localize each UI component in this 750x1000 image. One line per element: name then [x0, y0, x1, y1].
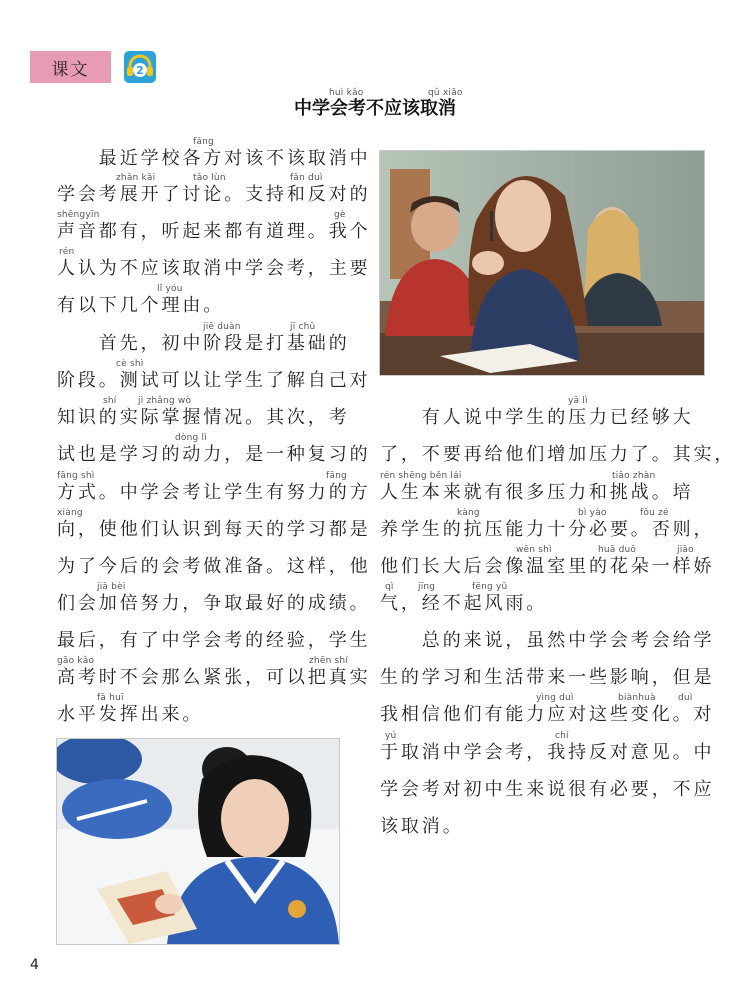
pinyin-annotation: fāng — [193, 137, 214, 147]
paragraph-line: 学会考展开了讨论。支持和反对的 — [57, 184, 371, 205]
pinyin-annotation: fāng shì — [57, 471, 95, 481]
pinyin-annotation: zhēn shí — [309, 656, 349, 666]
title-pinyin: huì kǎo — [329, 88, 364, 98]
pinyin-annotation: biànhuà — [618, 693, 656, 703]
title-pinyin: qǔ xiāo — [428, 88, 463, 98]
pinyin-annotation: yā lì — [568, 396, 588, 406]
pinyin-annotation: jiā bèi — [97, 582, 126, 592]
pinyin-annotation: huā duǒ — [598, 545, 637, 555]
paragraph-line: 最后，有了中学会考的经验，学生 — [57, 630, 371, 651]
pinyin-annotation: yú — [385, 731, 397, 741]
pinyin-annotation: fāng — [326, 471, 347, 481]
pinyin-annotation: kàng — [457, 508, 480, 518]
page-title: 中学会考不应该取消 — [294, 98, 456, 119]
pinyin-annotation: shēngyīn — [57, 210, 100, 220]
pinyin-annotation: fēng yǔ — [472, 582, 508, 592]
paragraph-line: 向，使他们认识到每天的学习都是 — [57, 519, 371, 540]
paragraph-line: 人认为不应该取消中学会考，主要 — [57, 258, 371, 279]
pinyin-annotation: rén — [59, 247, 75, 257]
paragraph-line: 有人说中学生的压力已经够大 — [380, 407, 694, 428]
page-number: 4 — [30, 957, 39, 973]
pinyin-annotation: bì yào — [578, 508, 607, 518]
pinyin-annotation: duì — [678, 693, 693, 703]
paragraph-line: 高考时不会那么紧张，可以把真实 — [57, 667, 371, 688]
paragraph-line: 该取消。 — [380, 816, 464, 837]
audio-track-badge[interactable] — [124, 51, 156, 83]
pinyin-annotation: fǎn duì — [290, 173, 323, 183]
paragraph-line: 们会加倍努力，争取最好的成绩。 — [57, 593, 371, 614]
pinyin-annotation: tǎo lùn — [193, 173, 226, 183]
pinyin-annotation: cè shì — [116, 359, 144, 369]
pinyin-annotation: wēn shì — [516, 545, 552, 555]
pinyin-annotation: jiē duàn — [203, 322, 241, 332]
paragraph-line: 我相信他们有能力应对这些变化。对 — [380, 704, 715, 725]
pinyin-annotation: gè — [334, 210, 346, 220]
paragraph-line: 人生本来就有很多压力和挑战。培 — [380, 482, 694, 503]
paragraph-line: 气，经不起风雨。 — [380, 593, 548, 614]
paragraph-line: 总的来说，虽然中学会考会给学 — [380, 630, 715, 651]
pinyin-annotation: fǒu zé — [640, 508, 669, 518]
lesson-tag: 课文 — [30, 51, 111, 83]
paragraph-line: 首先，初中阶段是打基础的 — [57, 333, 350, 354]
pinyin-annotation: shí — [103, 396, 117, 406]
paragraph-line: 生的学习和生活带来一些影响，但是 — [380, 667, 715, 688]
paragraph-line: 为了今后的会考做准备。这样，他 — [57, 556, 371, 577]
pinyin-annotation: chí — [555, 731, 569, 741]
paragraph-line: 知识的实际掌握情况。其次，考 — [57, 407, 350, 428]
paragraph-line: 了，不要再给他们增加压力了。其实， — [380, 444, 736, 465]
pinyin-annotation: rén shēng běn lái — [380, 471, 462, 481]
paragraph-line: 最近学校各方对该不该取消中 — [57, 148, 371, 169]
pinyin-annotation: qì — [385, 582, 394, 592]
paragraph-line: 阶段。测试可以让学生了解自己对 — [57, 370, 371, 391]
pinyin-annotation: zhǎn kāi — [116, 173, 156, 183]
pinyin-annotation: jī chǔ — [290, 322, 316, 332]
pinyin-annotation: gāo kǎo — [57, 656, 95, 666]
paragraph-line: 养学生的抗压能力十分必要。否则， — [380, 519, 715, 540]
paragraph-line: 方式。中学会考让学生有努力的方 — [57, 482, 371, 503]
headphones-icon — [124, 51, 156, 83]
students-reading-photo — [56, 738, 340, 945]
pinyin-annotation: jiāo — [677, 545, 694, 555]
paragraph-line: 于取消中学会考，我持反对意见。中 — [380, 742, 715, 763]
pinyin-annotation: tiǎo zhàn — [612, 471, 656, 481]
pinyin-annotation: dòng lì — [175, 433, 207, 443]
pinyin-annotation: lǐ yóu — [157, 284, 183, 294]
paragraph-line: 有以下几个理由。 — [57, 295, 225, 316]
pinyin-annotation: jì zhǎng wò — [138, 396, 192, 406]
classroom-photo — [379, 150, 705, 376]
audio-track-number: 2 — [136, 64, 144, 77]
pinyin-annotation: yìng duì — [536, 693, 574, 703]
paragraph-line: 声音都有，听起来都有道理。我个 — [57, 221, 371, 242]
paragraph-line: 学会考对初中生来说很有必要，不应 — [380, 779, 715, 800]
paragraph-line: 试也是学习的动力，是一种复习的 — [57, 444, 371, 465]
paragraph-line: 他们长大后会像温室里的花朵一样娇 — [380, 556, 715, 577]
pinyin-annotation: xiàng — [57, 508, 83, 518]
pinyin-annotation: fā huī — [97, 693, 124, 703]
pinyin-annotation: jīng — [418, 582, 436, 592]
paragraph-line: 水平发挥出来。 — [57, 704, 204, 725]
